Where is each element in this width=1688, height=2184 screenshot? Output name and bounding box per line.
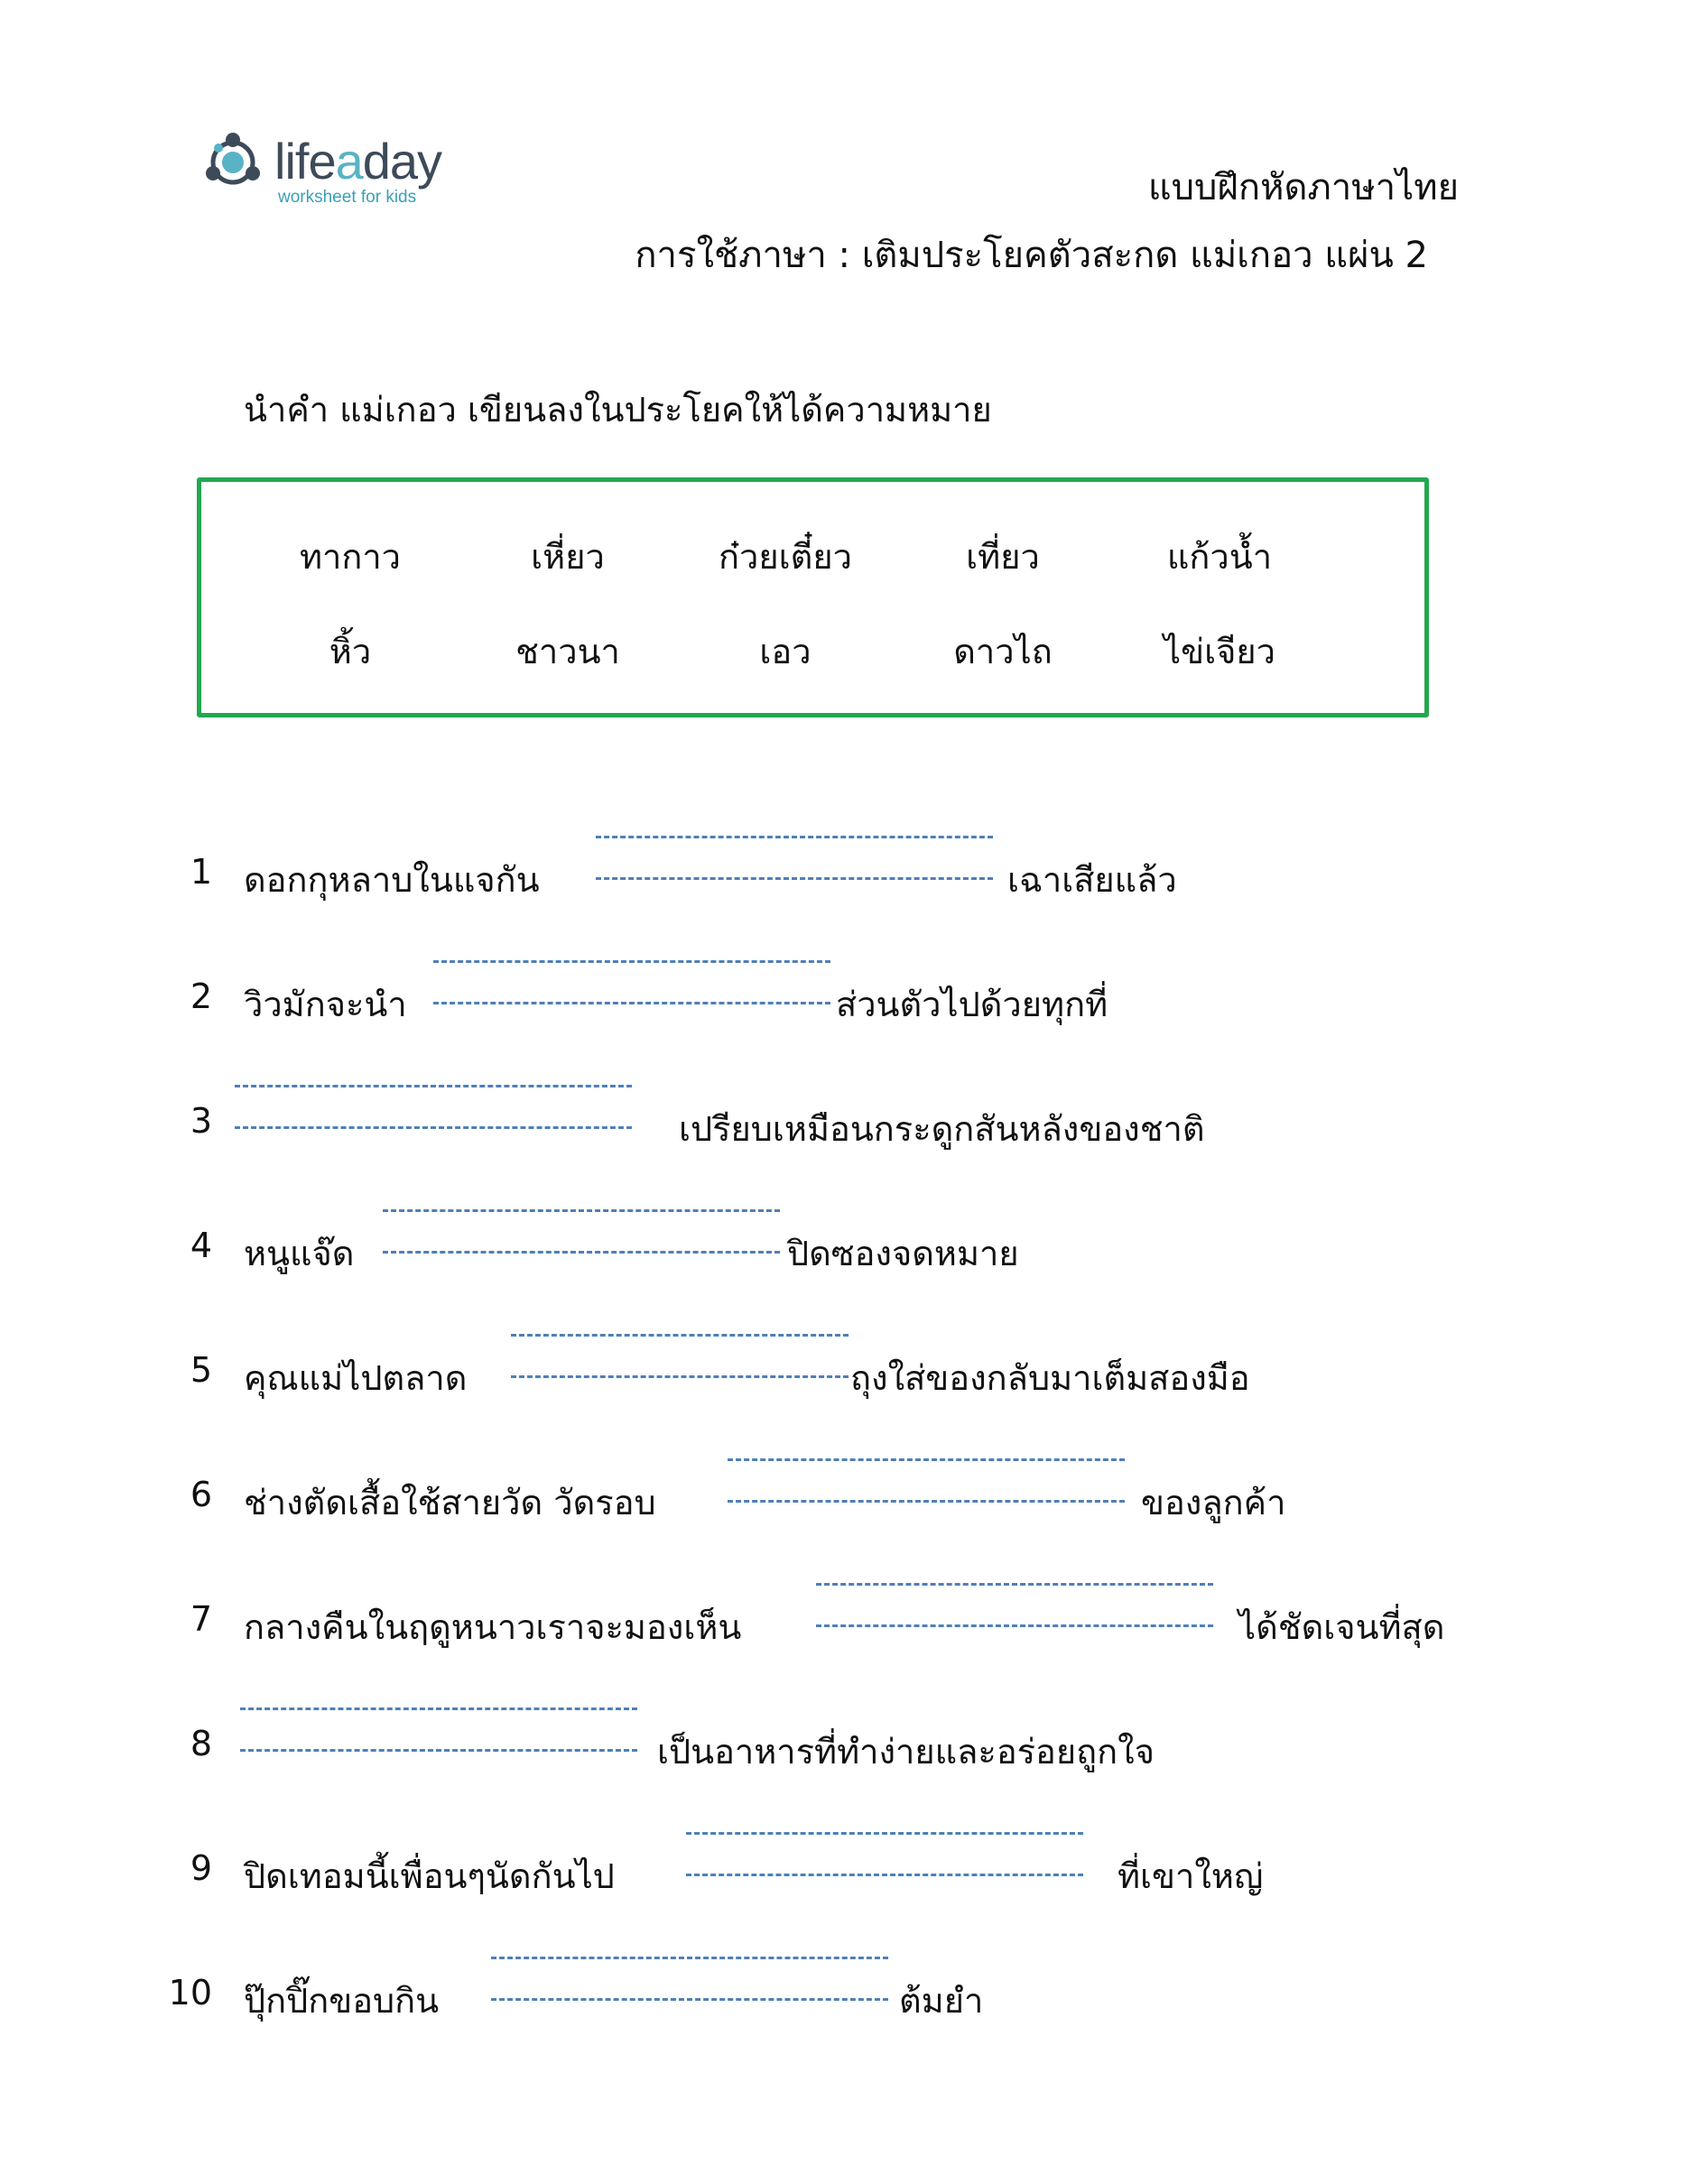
question-row xyxy=(0,1079,1688,1152)
question-number: 3 xyxy=(190,1101,212,1141)
instruction-text: นำคำ แม่เกอว เขียนลงในประโยคให้ได้ความหมาย xyxy=(244,390,992,430)
question-text-after: ถุงใส่ของกลับมาเต็มสองมือ xyxy=(850,1358,1250,1398)
answer-blank[interactable] xyxy=(596,836,993,879)
question-number: 9 xyxy=(190,1848,212,1888)
question-number: 2 xyxy=(190,976,212,1016)
worksheet-subtitle: การใช้ภาษา : เติมประโยคตัวสะกด แม่เกอว แผ่น 2 xyxy=(635,235,1428,276)
question-number: 7 xyxy=(190,1599,212,1639)
question-number: 5 xyxy=(190,1350,212,1390)
question-row xyxy=(0,1453,1688,1525)
question-row xyxy=(0,955,1688,1027)
question-row xyxy=(0,1204,1688,1276)
question-text-before: ปิดเทอมนี้เพื่อนๆนัดกันไป xyxy=(244,1856,615,1896)
question-text-before: ช่างตัดเสื้อใช้สายวัด วัดรอบ xyxy=(244,1483,656,1522)
question-text-after: ได้ชัดเจนที่สุด xyxy=(1238,1607,1445,1647)
question-row xyxy=(0,1578,1688,1650)
question-text-before: วิวมักจะนำ xyxy=(244,985,407,1024)
question-text-after: ของลูกค้า xyxy=(1141,1483,1286,1522)
worksheet-title: แบบฝึกหัดภาษาไทย xyxy=(1147,167,1459,208)
question-row xyxy=(0,1328,1688,1401)
answer-blank[interactable] xyxy=(728,1458,1125,1502)
question-text-before: หนูแจ๊ด xyxy=(244,1234,355,1273)
logo xyxy=(199,125,469,215)
answer-blank[interactable] xyxy=(235,1085,632,1128)
answer-blank[interactable] xyxy=(816,1583,1213,1626)
question-text-before: ดอกกุหลาบในแจกัน xyxy=(244,860,540,900)
question-text-before: คุณแม่ไปตลาด xyxy=(244,1358,468,1398)
question-text-before: กลางคืนในฤดูหนาวเราจะมองเห็น xyxy=(244,1607,742,1647)
word-bank-item: เหี่ยว xyxy=(531,537,605,577)
question-number: 8 xyxy=(190,1724,212,1763)
question-number: 10 xyxy=(168,1973,212,2013)
question-number: 6 xyxy=(190,1475,212,1514)
word-bank-item: ดาวไถ xyxy=(953,632,1053,671)
question-text-after: ต้มยำ xyxy=(899,1981,984,2021)
logo-wordmark: lifeaday xyxy=(274,133,442,190)
question-text-after: ส่วนตัวไปด้วยทุกที่ xyxy=(836,985,1108,1024)
logo-tagline: worksheet for kids xyxy=(278,188,417,207)
molecule-logo-icon xyxy=(199,128,267,197)
question-text-after: เฉาเสียแล้ว xyxy=(1007,860,1177,900)
question-row xyxy=(0,1827,1688,1899)
word-bank-item: หิ้ว xyxy=(329,632,372,671)
word-bank-item: ไข่เจียว xyxy=(1164,632,1275,671)
answer-blank[interactable] xyxy=(433,960,830,1004)
answer-blank[interactable] xyxy=(511,1334,849,1377)
question-row xyxy=(0,830,1688,902)
answer-blank[interactable] xyxy=(383,1209,780,1253)
question-row xyxy=(0,1951,1688,2023)
question-text-after: เป็นอาหารที่ทำง่ายและอร่อยถูกใจ xyxy=(657,1732,1155,1772)
question-text-after: ปิดซองจดหมาย xyxy=(787,1234,1019,1273)
answer-blank[interactable] xyxy=(686,1832,1083,1875)
question-number: 1 xyxy=(190,852,212,892)
word-bank-box xyxy=(197,477,1429,717)
word-bank-item: ทากาว xyxy=(299,537,402,577)
word-bank-item: ก๋วยเตี๋ยว xyxy=(719,537,852,577)
question-text-before: ปุ๊กปิ๊กขอบกิน xyxy=(244,1981,440,2021)
question-number: 4 xyxy=(190,1226,212,1265)
word-bank-item: ชาวนา xyxy=(515,632,620,671)
question-text-after: ที่เขาใหญ่ xyxy=(1118,1856,1264,1896)
word-bank-item: เอว xyxy=(759,632,812,671)
question-row xyxy=(0,1702,1688,1774)
question-text-after: เปรียบเหมือนกระดูกสันหลังของชาติ xyxy=(679,1109,1205,1149)
word-bank-item: เที่ยว xyxy=(966,537,1040,577)
word-bank-item: แก้วน้ำ xyxy=(1166,537,1273,577)
answer-blank[interactable] xyxy=(240,1707,637,1751)
answer-blank[interactable] xyxy=(491,1957,888,2000)
